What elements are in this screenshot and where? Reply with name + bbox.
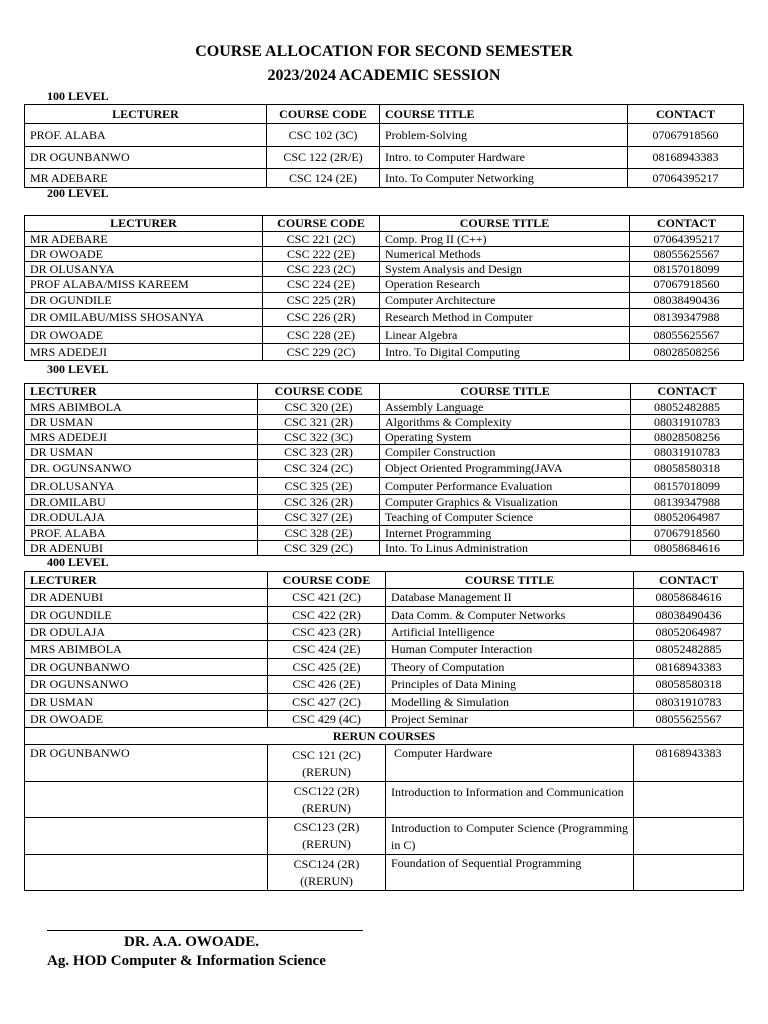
contact-cell: 07067918560: [630, 277, 744, 293]
contact-cell: 08052482885: [631, 400, 744, 415]
contact-cell: 07064395217: [628, 169, 744, 188]
table-row: [25, 694, 744, 711]
course-title-cell: Teaching of Computer Science: [380, 510, 631, 526]
lecturer-cell: DR.OLUSANYA: [25, 478, 258, 495]
table-row: [25, 607, 744, 624]
table-row: [25, 541, 744, 556]
course-title-cell: Linear Algebra: [380, 327, 630, 344]
lecturer-cell: MR ADEBARE: [25, 232, 263, 247]
course-code: CSC124 (2R): [293, 857, 360, 871]
table-300-level: [24, 383, 744, 556]
table-row: [25, 478, 744, 495]
course-title-cell: Computer Graphics & Visualization: [380, 495, 631, 510]
header-course-code: COURSE CODE: [267, 105, 380, 124]
level-label-300: 300 LEVEL: [47, 362, 109, 376]
header-course-code: COURSE CODE: [268, 572, 386, 589]
header-lecturer: LECTURER: [25, 216, 263, 232]
header-course-title: COURSE TITLE: [380, 216, 630, 232]
lecturer-cell: DR OWOADE: [25, 247, 263, 262]
contact-cell: 08139347988: [630, 309, 744, 327]
course-code-cell: CSC 427 (2C): [268, 694, 386, 711]
lecturer-cell: PROF. ALABA: [25, 124, 267, 147]
table-row: [25, 711, 744, 728]
lecturer-cell: DR OGUNBANWO: [25, 659, 268, 676]
course-code-cell: CSC 225 (2R): [263, 293, 380, 309]
signatory-name: DR. A.A. OWOADE.: [124, 934, 260, 950]
lecturer-cell: DR USMAN: [25, 445, 258, 460]
table-row: [25, 293, 744, 309]
contact-cell: 08028508256: [630, 344, 744, 361]
contact-cell: 08058580318: [631, 460, 744, 478]
table-row: [25, 445, 744, 460]
course-code-cell: CSC 326 (2R): [258, 495, 380, 510]
lecturer-cell: MR ADEBARE: [25, 169, 267, 188]
contact-cell: 08168943383: [634, 659, 744, 676]
contact-cell: 08031910783: [634, 694, 744, 711]
course-code: CSC123 (2R): [293, 820, 360, 834]
table-row: [25, 344, 744, 361]
table-row: [25, 624, 744, 641]
table-row: [25, 782, 744, 818]
table-row: [25, 641, 744, 659]
table-row: [25, 415, 744, 430]
document-subtitle: 2023/2024 ACADEMIC SESSION: [267, 67, 501, 84]
lecturer-cell: DR OGUNSANWO: [25, 676, 268, 694]
course-title-cell: Operating System: [380, 430, 631, 445]
course-title-cell: Foundation of Sequential Programming: [386, 855, 634, 891]
contact-cell: [634, 782, 744, 818]
lecturer-cell: [25, 855, 268, 891]
course-code-cell: CSC 229 (2C): [263, 344, 380, 361]
lecturer-cell: DR OMILABU/MISS SHOSANYA: [25, 309, 263, 327]
contact-cell: 08168943383: [628, 147, 744, 169]
contact-cell: 08052482885: [634, 641, 744, 659]
lecturer-cell: DR OGUNDILE: [25, 293, 263, 309]
contact-cell: 08052064987: [634, 624, 744, 641]
lecturer-cell: DR ADENUBI: [25, 589, 268, 607]
course-title-cell: Into. To Linus Administration: [380, 541, 631, 556]
contact-cell: 08038490436: [634, 607, 744, 624]
course-title-cell: System Analysis and Design: [380, 262, 630, 277]
header-contact: CONTACT: [631, 384, 744, 400]
course-code-cell: CSC 425 (2E): [268, 659, 386, 676]
lecturer-cell: DR OWOADE: [25, 327, 263, 344]
table-row: [25, 400, 744, 415]
level-label-200: 200 LEVEL: [47, 186, 109, 200]
contact-cell: 08139347988: [631, 495, 744, 510]
lecturer-cell: MRS ADEDEJI: [25, 430, 258, 445]
course-code-cell: [268, 818, 386, 855]
contact-cell: 08157018099: [630, 262, 744, 277]
lecturer-cell: MRS ABIMBOLA: [25, 400, 258, 415]
course-title-cell: Into. To Computer Networking: [380, 169, 628, 188]
lecturer-cell: DR. OGUNSANWO: [25, 460, 258, 478]
course-code-cell: CSC 124 (2E): [267, 169, 380, 188]
course-title-cell: Research Method in Computer: [380, 309, 630, 327]
lecturer-cell: MRS ADEDEJI: [25, 344, 263, 361]
lecturer-cell: DR OWOADE: [25, 711, 268, 728]
lecturer-cell: PROF ALABA/MISS KAREEM: [25, 277, 263, 293]
course-code-cell: CSC 429 (4C): [268, 711, 386, 728]
header-contact: CONTACT: [634, 572, 744, 589]
course-title-cell: Internet Programming: [380, 526, 631, 541]
table-row: [25, 232, 744, 247]
contact-cell: 08031910783: [631, 445, 744, 460]
lecturer-cell: DR OGUNBANWO: [25, 147, 267, 169]
course-title-cell: Database Management II: [386, 589, 634, 607]
contact-cell: 08028508256: [631, 430, 744, 445]
course-code-cell: CSC 321 (2R): [258, 415, 380, 430]
contact-cell: 08055625567: [630, 247, 744, 262]
table-100-level: [24, 104, 744, 188]
contact-cell: 07067918560: [631, 526, 744, 541]
lecturer-cell: DR OGUNBANWO: [25, 745, 268, 782]
course-code-cell: [268, 855, 386, 891]
course-code-cell: CSC 328 (2E): [258, 526, 380, 541]
table-row: [25, 430, 744, 445]
contact-cell: [634, 818, 744, 855]
table-row: [25, 855, 744, 891]
lecturer-cell: MRS ABIMBOLA: [25, 641, 268, 659]
course-code-cell: CSC 329 (2C): [258, 541, 380, 556]
table-row: [25, 676, 744, 694]
contact-cell: [634, 855, 744, 891]
rerun-tag: (RERUN): [302, 837, 351, 851]
table-row: [25, 589, 744, 607]
course-code-cell: [268, 782, 386, 818]
signatory-position: Ag. HOD Computer & Information Science: [47, 953, 326, 969]
table-row: [25, 526, 744, 541]
course-code-cell: CSC 122 (2R/E): [267, 147, 380, 169]
lecturer-cell: [25, 782, 268, 818]
table-row: [25, 745, 744, 782]
course-code-cell: CSC 323 (2R): [258, 445, 380, 460]
table-row: [25, 659, 744, 676]
course-title-cell: Computer Performance Evaluation: [380, 478, 631, 495]
course-title-cell: Computer Architecture: [380, 293, 630, 309]
course-title-cell: Introduction to Information and Communication: [386, 782, 634, 818]
course-title-cell: Intro. to Computer Hardware: [380, 147, 628, 169]
course-title-cell: Project Seminar: [386, 711, 634, 728]
level-label-100: 100 LEVEL: [47, 89, 109, 103]
table-row: [25, 495, 744, 510]
lecturer-cell: DR OLUSANYA: [25, 262, 263, 277]
contact-cell: 08058684616: [634, 589, 744, 607]
table-row: [25, 510, 744, 526]
course-code: CSC 121 (2C): [292, 748, 361, 762]
contact-cell: 08168943383: [634, 745, 744, 782]
table-row: [25, 460, 744, 478]
lecturer-cell: DR OGUNDILE: [25, 607, 268, 624]
contact-cell: 08058580318: [634, 676, 744, 694]
course-code-cell: CSC 223 (2C): [263, 262, 380, 277]
course-code-cell: CSC 325 (2E): [258, 478, 380, 495]
course-title-cell: Data Comm. & Computer Networks: [386, 607, 634, 624]
table-row: [25, 327, 744, 344]
document-title: COURSE ALLOCATION FOR SECOND SEMESTER: [195, 43, 573, 60]
lecturer-cell: DR USMAN: [25, 415, 258, 430]
header-lecturer: LECTURER: [25, 105, 267, 124]
rerun-courses-heading: RERUN COURSES: [25, 728, 744, 745]
level-label-400: 400 LEVEL: [47, 555, 109, 569]
course-title-cell: Numerical Methods: [380, 247, 630, 262]
course-title-cell: Intro. To Digital Computing: [380, 344, 630, 361]
course-title-cell: Human Computer Interaction: [386, 641, 634, 659]
header-lecturer: LECTURER: [25, 384, 258, 400]
course-code-cell: CSC 422 (2R): [268, 607, 386, 624]
rerun-tag: (RERUN): [302, 801, 351, 815]
lecturer-cell: DR.OMILABU: [25, 495, 258, 510]
course-title-cell: Comp. Prog II (C++): [380, 232, 630, 247]
header-contact: CONTACT: [630, 216, 744, 232]
contact-cell: 08031910783: [631, 415, 744, 430]
contact-cell: 07067918560: [628, 124, 744, 147]
course-code-cell: CSC 221 (2C): [263, 232, 380, 247]
course-title-cell: Compiler Construction: [380, 445, 631, 460]
course-title-cell: Algorithms & Complexity: [380, 415, 631, 430]
contact-cell: 07064395217: [630, 232, 744, 247]
table-row: [25, 818, 744, 855]
course-code-cell: CSC 102 (3C): [267, 124, 380, 147]
contact-cell: 08055625567: [634, 711, 744, 728]
course-title-cell: Operation Research: [380, 277, 630, 293]
course-title-cell: Assembly Language: [380, 400, 631, 415]
course-title-cell: Modelling & Simulation: [386, 694, 634, 711]
course-title-cell: Object Oriented Programming(JAVA: [380, 460, 631, 478]
course-code: CSC122 (2R): [293, 784, 360, 798]
header-course-title: COURSE TITLE: [380, 105, 628, 124]
course-title-cell: Computer Hardware: [386, 745, 634, 782]
course-code-cell: [268, 745, 386, 782]
header-lecturer: LECTURER: [25, 572, 268, 589]
contact-cell: 08157018099: [631, 478, 744, 495]
header-course-title: COURSE TITLE: [386, 572, 634, 589]
course-code-cell: CSC 421 (2C): [268, 589, 386, 607]
header-contact: CONTACT: [628, 105, 744, 124]
table-row: [25, 262, 744, 277]
rerun-tag: ((RERUN): [300, 874, 353, 888]
course-code-cell: CSC 228 (2E): [263, 327, 380, 344]
lecturer-cell: DR ODULAJA: [25, 624, 268, 641]
course-title-cell: Theory of Computation: [386, 659, 634, 676]
table-row: [25, 309, 744, 327]
header-course-code: COURSE CODE: [263, 216, 380, 232]
table-row: [25, 247, 744, 262]
contact-cell: 08038490436: [630, 293, 744, 309]
course-code-cell: CSC 322 (3C): [258, 430, 380, 445]
course-code-cell: CSC 224 (2E): [263, 277, 380, 293]
lecturer-cell: [25, 818, 268, 855]
course-code-cell: CSC 426 (2E): [268, 676, 386, 694]
table-400-level: [24, 571, 744, 891]
course-code-cell: CSC 226 (2R): [263, 309, 380, 327]
course-code-cell: CSC 327 (2E): [258, 510, 380, 526]
lecturer-cell: DR USMAN: [25, 694, 268, 711]
table-200-level: [24, 215, 744, 361]
table-row: [25, 147, 744, 169]
table-row: [25, 124, 744, 147]
contact-cell: 08058684616: [631, 541, 744, 556]
lecturer-cell: DR ADENUBI: [25, 541, 258, 556]
contact-cell: 08055625567: [630, 327, 744, 344]
course-title-cell: Introduction to Computer Science (Programming in C): [386, 818, 634, 855]
header-course-code: COURSE CODE: [258, 384, 380, 400]
lecturer-cell: DR.ODULAJA: [25, 510, 258, 526]
course-code-cell: CSC 320 (2E): [258, 400, 380, 415]
course-code-cell: CSC 423 (2R): [268, 624, 386, 641]
header-course-title: COURSE TITLE: [380, 384, 631, 400]
table-row: [25, 277, 744, 293]
course-code-cell: CSC 324 (2C): [258, 460, 380, 478]
lecturer-cell: PROF. ALABA: [25, 526, 258, 541]
signature-line: [47, 930, 363, 931]
course-title-cell: Artificial Intelligence: [386, 624, 634, 641]
rerun-tag: (RERUN): [302, 765, 351, 779]
course-title-cell: Problem-Solving: [380, 124, 628, 147]
course-code-cell: CSC 424 (2E): [268, 641, 386, 659]
table-row: [25, 169, 744, 188]
course-title-cell: Principles of Data Mining: [386, 676, 634, 694]
course-code-cell: CSC 222 (2E): [263, 247, 380, 262]
contact-cell: 08052064987: [631, 510, 744, 526]
